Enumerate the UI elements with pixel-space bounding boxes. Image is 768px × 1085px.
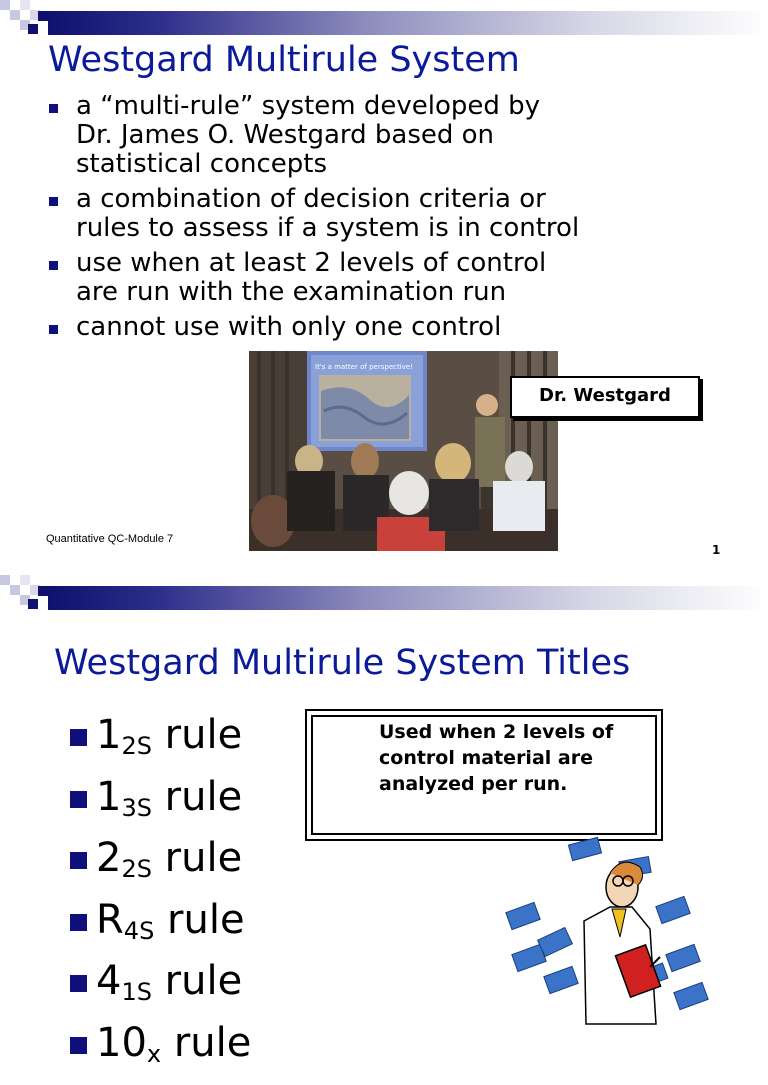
decor-square [20,0,30,10]
note-box [305,709,663,841]
slide-divider [0,566,768,575]
rule-suffix: rule [151,835,243,881]
rule-suffix: rule [161,1019,252,1066]
rule-number: 1 [96,712,122,758]
rule-list [68,705,251,1074]
decor-square [28,599,38,609]
rule-subscript: 4S [123,916,155,945]
square-bullet-icon [70,1037,87,1054]
rule-item [68,951,251,1013]
bullet-text: a “multi-rule” system developed by Dr. James O. Westgard based on statistical concepts [76,91,541,179]
slide-title: Westgard Multirule System [48,40,520,80]
square-bullet-icon [49,261,58,270]
scientist-illustration [500,837,730,1024]
rule-item [68,828,251,890]
bullet-item [46,249,746,307]
slide-header-decoration [0,0,768,42]
rule-suffix: rule [151,773,243,820]
bullet-item [46,92,746,179]
decor-square [10,10,20,20]
rule-number: 2 [96,835,122,881]
decor-square [38,11,48,21]
square-bullet-icon [70,975,87,992]
slide-footer: Quantitative QC-Module 7 [46,533,174,545]
bullet-item [46,185,746,243]
square-bullet-icon [70,729,87,746]
decor-square [10,585,20,595]
bullet-text: cannot use with only one control [76,312,502,342]
screen-text: It's a matter of perspective! [315,363,413,371]
square-bullet-icon [49,197,58,206]
square-bullet-icon [49,325,58,334]
rule-number: R [96,896,124,943]
decor-square [0,575,10,585]
square-bullet-icon [49,104,58,113]
rule-suffix: rule [151,958,243,1004]
rule-item [68,767,251,829]
slide-2 [0,575,768,1068]
bullet-item [46,313,746,342]
rule-subscript: 1S [121,978,152,1006]
decor-square [38,586,48,596]
bullet-text: a combination of decision criteria or rules to assess if a system is in control [76,184,580,243]
rule-number: 1 [96,773,122,820]
rule-item [68,1013,251,1075]
rule-subscript: x [146,1039,162,1068]
slide-title: Westgard Multirule System Titles [54,643,631,683]
rule-subscript: 2S [121,732,152,760]
photo-caption-box: Dr. Westgard [510,376,700,418]
slide-header-decoration [0,575,768,617]
decor-square [28,24,38,34]
rule-number: 10 [96,1019,147,1066]
rule-suffix: rule [154,896,245,943]
rule-item [68,705,251,767]
rule-subscript: 2S [121,855,152,883]
gradient-bar [48,11,768,35]
rule-suffix: rule [151,712,243,758]
rule-item [68,890,251,952]
rule-subscript: 3S [121,793,152,822]
bullet-list [46,92,746,348]
note-text: Used when 2 levels of control material are analyzed per run. [379,721,614,795]
bullet-text: use when at least 2 levels of control are run with the examination run [76,248,547,307]
page-number: 1 [712,543,721,557]
square-bullet-icon [70,791,87,808]
decor-square [0,0,10,10]
square-bullet-icon [70,914,87,931]
decor-square [20,575,30,585]
rule-number: 4 [96,958,122,1004]
gradient-bar [48,586,768,610]
square-bullet-icon [70,852,87,869]
